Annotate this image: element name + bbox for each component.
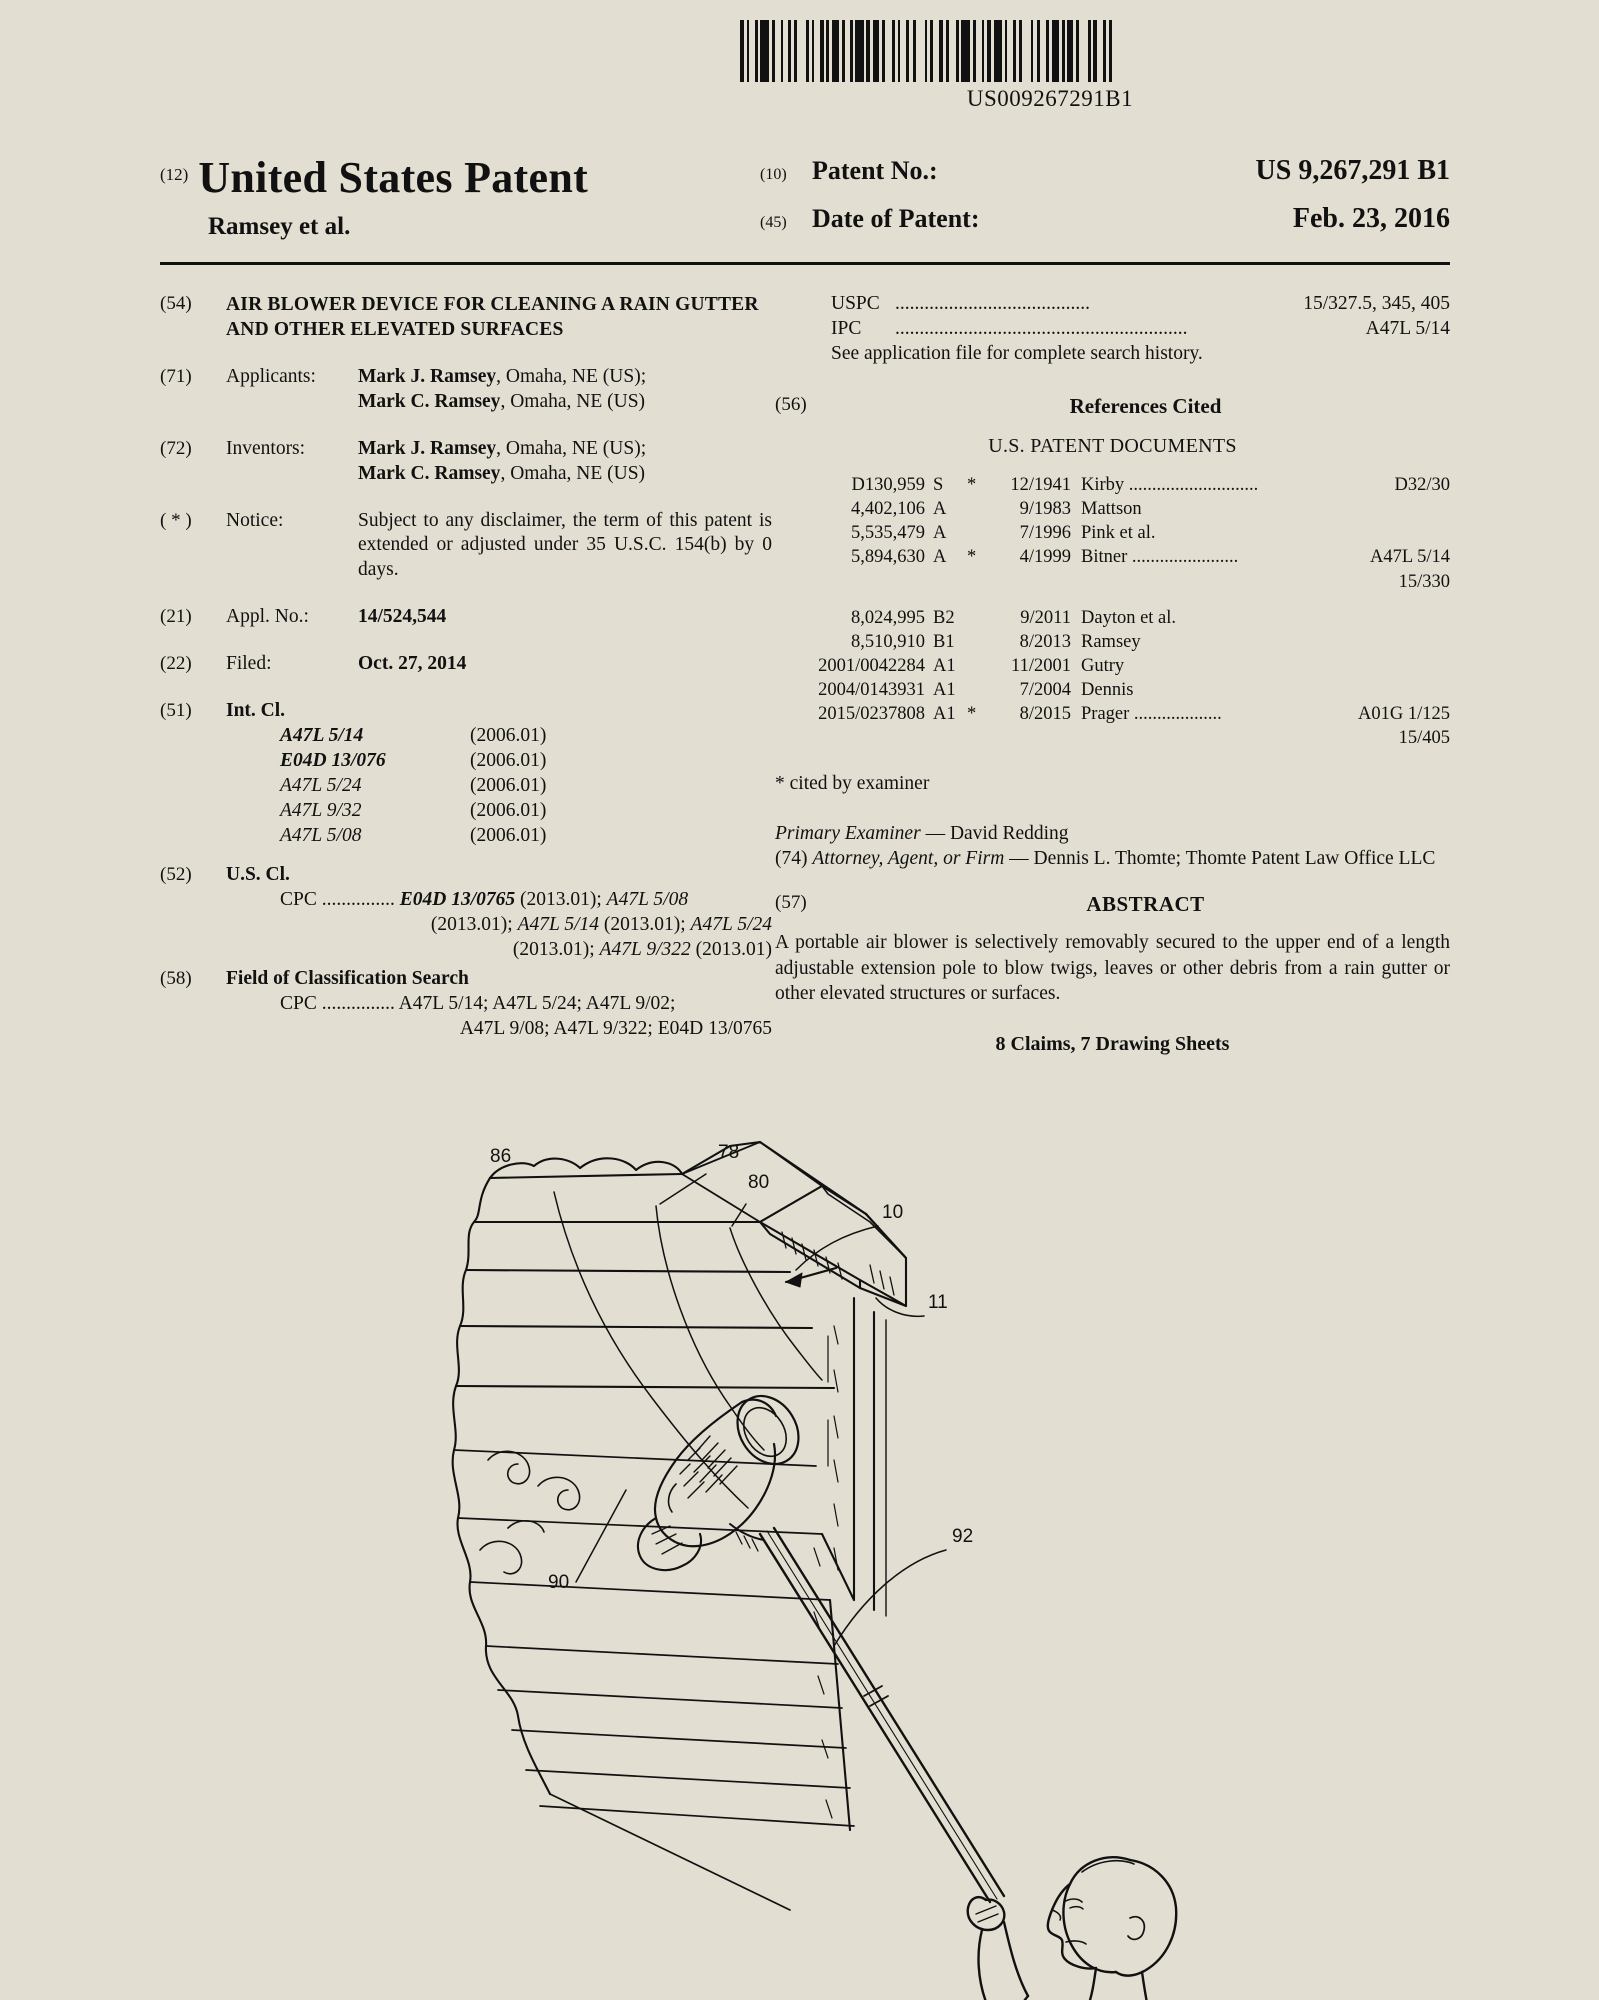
primary-examiner-dash: — (920, 822, 950, 844)
field-classification-search-body (226, 967, 772, 1042)
attorney-label: Attorney, Agent, or Firm (812, 847, 1005, 869)
attorney-dash: — (1004, 847, 1034, 869)
doc-kind-code: (12) (160, 165, 189, 184)
table-row (775, 521, 1450, 545)
filed-label: Filed: (226, 653, 272, 675)
int-cl-code: A47L 5/14 (280, 725, 364, 747)
applicants-label: Applicants: (226, 365, 316, 387)
int-cl-row (280, 774, 772, 799)
int-cl-version: (2006.01) (470, 750, 547, 772)
us-cl-value-4: A47L 5/24 (690, 913, 772, 935)
field-appl-no-body (226, 605, 772, 630)
int-cl-code: A47L 9/32 (280, 800, 362, 822)
reference-kind-code: S (933, 475, 944, 496)
table-row (775, 678, 1450, 702)
barcode-image (740, 20, 1360, 82)
reference-number: 8,024,995 (851, 607, 925, 628)
applicants-names (358, 365, 772, 415)
notice-text: Subject to any disclaimer, the term of this patent is extended or adjusted under 35 U.S.C. 154(b) by 0 days. (358, 509, 772, 581)
focs-prefix: CPC (280, 992, 317, 1014)
reference-number: 5,894,630 (851, 547, 925, 568)
page-title: United States Patent (198, 153, 589, 202)
reference-classification (1324, 497, 1450, 521)
reference-classification (1324, 606, 1450, 630)
field-us-cl-body (226, 863, 772, 963)
us-cl-line (280, 938, 772, 963)
int-cl-code: E04D 13/076 (280, 750, 386, 772)
primary-examiner-row (775, 821, 1450, 847)
masthead-left (160, 155, 760, 241)
inventor-name: Mark J. Ramsey (358, 437, 497, 459)
reference-date: 8/2015 (1019, 703, 1071, 724)
reference-numeral: 80 (748, 1172, 770, 1193)
ipc-row (831, 317, 1450, 342)
reference-numeral: 11 (928, 1292, 948, 1313)
masthead (160, 155, 1450, 241)
patent-number-row (760, 155, 1450, 187)
references-cited-code: (56) (775, 393, 807, 415)
notice-label: Notice: (226, 509, 284, 531)
abstract-title: ABSTRACT (1086, 892, 1205, 917)
inventor-surname-line: Ramsey et al. (208, 213, 351, 241)
field-references-cited (775, 393, 1450, 420)
appl-no-value: 14/524,544 (358, 606, 447, 628)
reference-name: Bitner ....................... (1081, 547, 1239, 568)
primary-examiner-label: Primary Examiner (775, 822, 921, 844)
table-row (775, 473, 1450, 497)
us-cl-value-5: A47L 9/322 (599, 938, 691, 960)
barcode-number: US009267291B1 (966, 86, 1134, 111)
reference-kind-code: A1 (933, 679, 956, 700)
field-inventors-code: (72) (160, 437, 192, 459)
reference-name: Pink et al. (1081, 523, 1156, 544)
field-int-cl-body (226, 699, 772, 849)
table-row-spacer (775, 594, 1450, 606)
reference-star (967, 521, 985, 545)
date-of-patent-value: Feb. 23, 2016 (1292, 203, 1450, 234)
field-appl-no-code: (21) (160, 606, 192, 628)
reference-date: 9/1983 (1019, 499, 1071, 520)
patent-number-label: Patent No.: (812, 156, 938, 185)
attorney-value: Dennis L. Thomte; Thomte Patent Law Office LLC (1033, 847, 1436, 869)
abstract-code: (57) (775, 892, 807, 914)
int-cl-code: A47L 5/24 (280, 775, 362, 797)
cited-by-examiner-note: * cited by examiner (775, 772, 930, 794)
table-row (775, 606, 1450, 630)
reference-number: 2004/0143931 (818, 679, 925, 700)
int-cl-row (280, 724, 772, 749)
field-classification-search (160, 967, 772, 1042)
reference-name: Prager ................... (1081, 703, 1222, 724)
reference-date: 7/2004 (1019, 679, 1071, 700)
reference-name: Dayton et al. (1081, 607, 1177, 628)
us-cl-value-3-tail: (2013.01); (599, 913, 691, 935)
reference-date: 7/1996 (1019, 523, 1071, 544)
reference-kind-code: A (933, 523, 947, 544)
reference-star: * (967, 547, 977, 568)
field-applicants-code: (71) (160, 365, 192, 387)
reference-name: Ramsey (1081, 631, 1141, 652)
field-applicants-body (226, 365, 772, 415)
field-int-cl (160, 699, 772, 849)
drawing-svg (430, 1130, 1230, 2000)
reference-date: 12/1941 (1010, 475, 1071, 496)
us-cl-value-1: E04D 13/0765 (399, 888, 516, 910)
inventors-names (358, 437, 772, 487)
reference-classification (1324, 630, 1450, 654)
references-cited-title: References Cited (1069, 393, 1222, 418)
reference-numeral: 10 (882, 1202, 904, 1223)
focs-cpc-block (280, 992, 772, 1042)
us-cl-prefix: CPC (280, 888, 317, 910)
patent-number-code: (10) (760, 166, 787, 183)
reference-star (967, 678, 985, 702)
applicant-entry (358, 365, 772, 390)
int-cl-row (280, 799, 772, 824)
applicant-location: , Omaha, NE (US) (500, 390, 646, 412)
us-cl-value-2: A47L 5/08 (606, 888, 689, 910)
table-row (775, 702, 1450, 726)
uspc-row (831, 292, 1450, 317)
reference-star: * (967, 703, 977, 724)
field-filed-code: (22) (160, 653, 192, 675)
table-row (775, 497, 1450, 521)
int-cl-rows (226, 724, 772, 849)
us-cl-line (280, 888, 772, 913)
reference-classification: A01G 1/125 (1358, 703, 1450, 724)
field-appl-no (160, 605, 772, 630)
applicant-name: Mark J. Ramsey (358, 365, 497, 387)
us-cl-cpc-block (280, 888, 772, 963)
inventor-name: Mark C. Ramsey (358, 462, 501, 484)
roof-and-gutter-group (453, 1142, 1210, 2000)
reference-name: Kirby ............................ (1081, 475, 1259, 496)
reference-kind-code: B2 (933, 607, 955, 628)
search-history-note: See application file for complete search history. (831, 342, 1203, 364)
appl-no-label: Appl. No.: (226, 606, 309, 628)
focs-line (280, 1017, 772, 1042)
reference-star (967, 497, 985, 521)
focs-line (280, 992, 772, 1017)
attorney-code: (74) (775, 847, 808, 869)
ipc-dots: ............................................................ (895, 317, 1188, 339)
applicant-name: Mark C. Ramsey (358, 390, 501, 412)
reference-classification (1324, 678, 1450, 702)
claims-drawings-line: 8 Claims, 7 Drawing Sheets (995, 1033, 1230, 1056)
reference-date: 8/2013 (1019, 631, 1071, 652)
reference-star: * (967, 475, 977, 496)
int-cl-row (280, 749, 772, 774)
reference-number: 4,402,106 (851, 499, 925, 520)
field-title-text: AIR BLOWER DEVICE FOR CLEANING A RAIN GUTTER AND OTHER ELEVATED SURFACES (226, 294, 759, 341)
us-cl-value-3: A47L 5/14 (517, 913, 600, 935)
reference-star (967, 630, 985, 654)
reference-name: Dennis (1081, 679, 1134, 700)
abstract-header-row (775, 891, 1450, 918)
inventor-location: , Omaha, NE (US); (496, 437, 647, 459)
us-cl-label: U.S. Cl. (226, 863, 290, 885)
field-int-cl-code: (51) (160, 700, 192, 722)
field-filed-body (226, 652, 772, 677)
int-cl-code: A47L 5/08 (280, 825, 362, 847)
reference-classification: D32/30 (1394, 475, 1450, 496)
reference-classification-continued: 15/405 (1398, 727, 1450, 748)
masthead-right (760, 155, 1450, 235)
us-cl-dots: ............... (321, 888, 395, 910)
reference-number: D130,959 (851, 475, 925, 496)
inventor-entry (358, 462, 772, 487)
date-of-patent-row (760, 203, 1450, 235)
primary-examiner-name: David Redding (949, 822, 1069, 844)
attorney-row (775, 847, 1450, 872)
reference-date: 11/2001 (1011, 655, 1071, 676)
field-notice-code: ( * ) (160, 509, 192, 531)
inventor-entry (358, 437, 772, 462)
reference-numeral: 92 (952, 1526, 974, 1547)
patent-drawing-figure (430, 1130, 1230, 2000)
reference-date: 4/1999 (1019, 547, 1071, 568)
reference-name: Mattson (1081, 499, 1142, 520)
references-cited-body (841, 393, 1450, 420)
applicant-location: , Omaha, NE (US); (496, 365, 647, 387)
int-cl-version: (2006.01) (470, 775, 547, 797)
table-row-continuation (775, 570, 1450, 594)
uspc-dots: ........................................ (895, 293, 1090, 314)
field-inventors-body (226, 437, 772, 487)
bibliographic-left-column (160, 292, 772, 1046)
int-cl-version: (2006.01) (470, 825, 547, 847)
inventor-location: , Omaha, NE (US) (500, 462, 646, 484)
reference-number: 5,535,479 (851, 523, 925, 544)
masthead-divider (160, 262, 1450, 265)
bibliographic-right-column (775, 292, 1450, 1058)
int-cl-version: (2006.01) (470, 725, 547, 747)
uspc-key: USPC (831, 293, 880, 314)
reference-classification (1324, 521, 1450, 545)
focs-label: Field of Classification Search (226, 967, 469, 989)
us-cl-value-5-tail: (2013.01) (690, 938, 772, 960)
reference-star (967, 606, 985, 630)
uspc-value: 15/327.5, 345, 405 (1303, 293, 1450, 314)
field-applicants (160, 365, 772, 415)
references-table (775, 473, 1450, 750)
applicant-entry (358, 390, 772, 415)
int-cl-row (280, 824, 772, 849)
reference-classification (1324, 654, 1450, 678)
us-cl-value-2-tail: (2013.01); (430, 913, 518, 935)
field-us-cl (160, 863, 772, 963)
field-notice (160, 509, 772, 584)
us-cl-value-1-tail: (2013.01); (515, 888, 607, 910)
field-filed (160, 652, 772, 677)
ipc-value: A47L 5/14 (1365, 317, 1450, 339)
reference-kind-code: A1 (933, 703, 956, 724)
date-of-patent-code: (45) (760, 214, 787, 231)
reference-kind-code: A (933, 499, 947, 520)
focs-line-1: A47L 5/14; A47L 5/24; A47L 9/02; (398, 992, 676, 1014)
int-cl-version: (2006.01) (470, 800, 547, 822)
reference-number: 8,510,910 (851, 631, 925, 652)
us-cl-line (280, 913, 772, 938)
field-title-code: (54) (160, 293, 192, 314)
filed-value: Oct. 27, 2014 (358, 653, 467, 675)
ipc-key: IPC (831, 317, 862, 339)
us-cl-value-4-tail: (2013.01); (512, 938, 600, 960)
table-row (775, 545, 1450, 569)
reference-numeral: 90 (548, 1572, 570, 1593)
field-title (160, 292, 772, 343)
reference-classification: A47L 5/14 (1370, 547, 1450, 568)
table-row (775, 654, 1450, 678)
reference-kind-code: B1 (933, 631, 955, 652)
focs-dots: ............... (321, 992, 395, 1014)
date-of-patent-label: Date of Patent: (812, 204, 980, 233)
reference-kind-code: A1 (933, 655, 956, 676)
reference-numeral: 86 (490, 1146, 512, 1167)
barcode-block (740, 20, 1360, 112)
field-notice-body (226, 509, 772, 584)
patent-number-value: US 9,267,291 B1 (1255, 155, 1450, 186)
person-figure (968, 1857, 1210, 2000)
us-patent-documents-subtitle: U.S. PATENT DOCUMENTS (988, 434, 1237, 457)
reference-name: Gutry (1081, 655, 1125, 676)
reference-classification-continued: 15/330 (1398, 571, 1450, 592)
abstract-text: A portable air blower is selectively removably secured to the upper end of a length adjustable extension pole to blow twigs, leaves or other debris from a rain gutter or other elevated structures or surfaces. (775, 932, 1450, 1005)
reference-star (967, 654, 985, 678)
reference-number: 2015/0237808 (818, 703, 925, 724)
int-cl-label: Int. Cl. (226, 700, 286, 722)
table-row-continuation (775, 726, 1450, 750)
field-us-cl-code: (52) (160, 863, 192, 885)
reference-number: 2001/0042284 (818, 655, 925, 676)
field-classification-search-code: (58) (160, 967, 192, 989)
reference-kind-code: A (933, 547, 947, 568)
inventors-label: Inventors: (226, 437, 306, 459)
table-row (775, 630, 1450, 654)
reference-date: 9/2011 (1020, 607, 1071, 628)
reference-numeral: 78 (718, 1142, 740, 1163)
field-inventors (160, 437, 772, 487)
focs-line-2: A47L 9/08; A47L 9/322; E04D 13/0765 (459, 1017, 772, 1039)
